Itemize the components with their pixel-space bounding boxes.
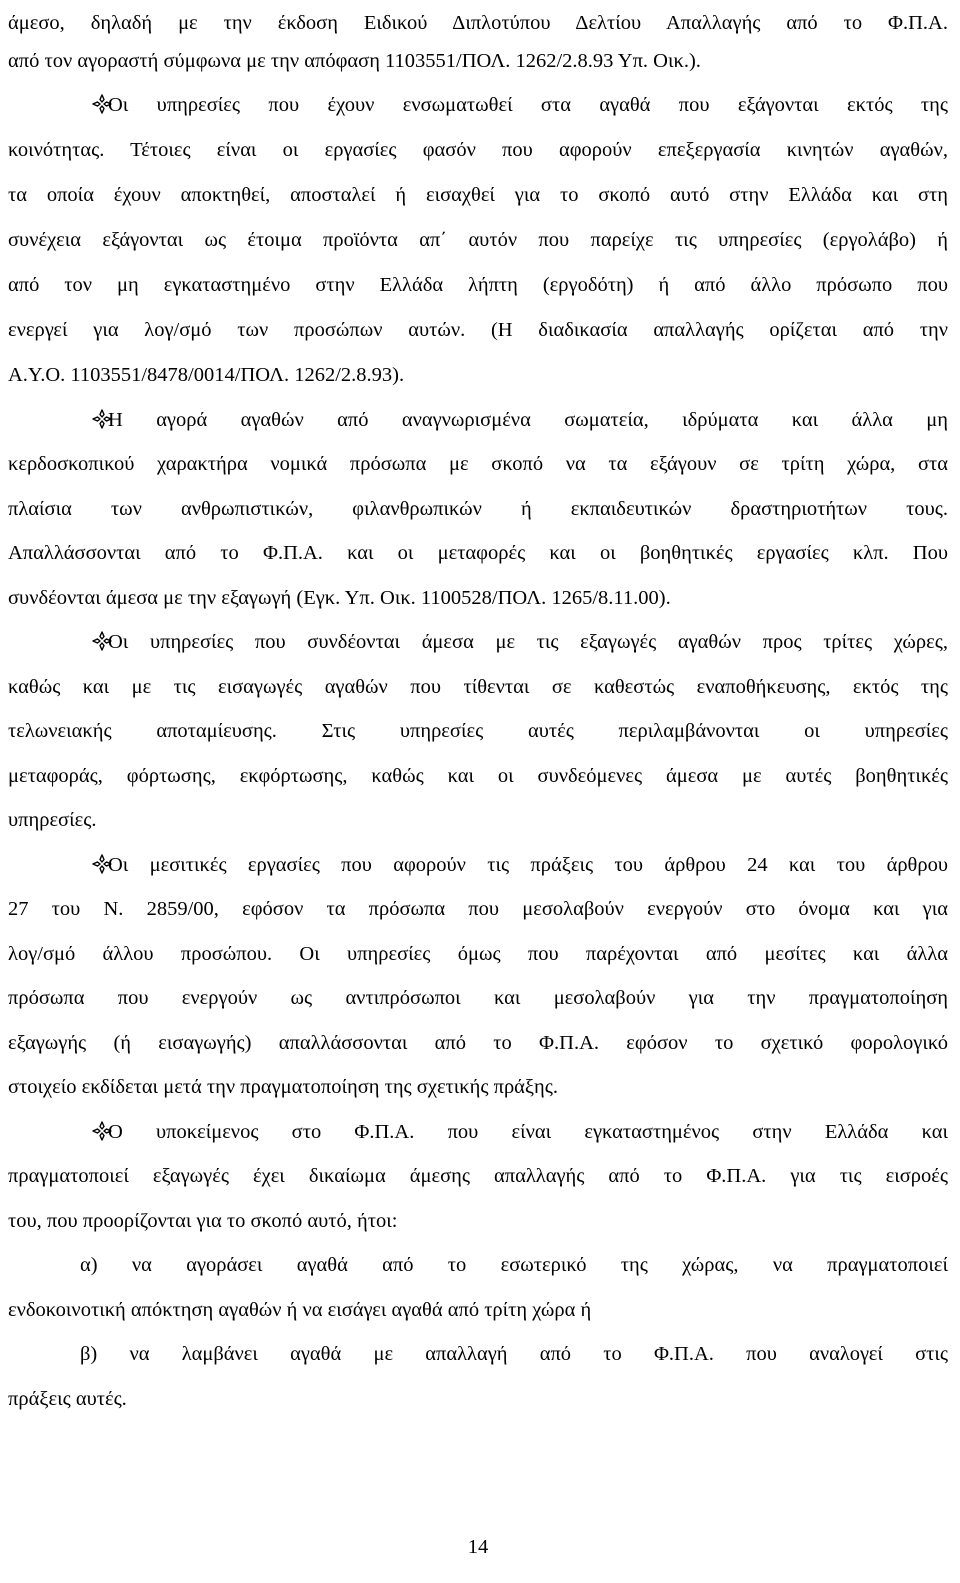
bullet-item bbox=[8, 405, 948, 435]
text-line: στοιχείο εκδίδεται μετά την πραγματοποίηση της σχετικής πράξης. bbox=[8, 1076, 559, 1098]
text-line: 27 του Ν. 2859/00, εφόσον τα πρόσωπα που μεσολαβούν ενεργούν στο όνομα και για bbox=[8, 898, 948, 920]
text-line: τα οποία έχουν αποκτηθεί, αποσταλεί ή εισαχθεί για το σκοπό αυτό στην Ελλάδα και στη bbox=[8, 184, 948, 206]
bullet-item bbox=[8, 627, 948, 657]
text-line: από τον αγοραστή σύμφωνα με την απόφαση 1103551/ΠΟΛ. 1262/2.8.93 Υπ. Οικ.). bbox=[8, 50, 701, 72]
text-line: συνέχεια εξάγονται ως έτοιμα προϊόντα απ΄ αυτόν που παρείχε τις υπηρεσίες (εργολάβο) ή bbox=[8, 229, 948, 251]
text-line: πραγματοποιεί εξαγωγές έχει δικαίωμα άμεσης απαλλαγής από το Φ.Π.Α. για τις εισροές bbox=[8, 1165, 948, 1187]
text-line: συνδέονται άμεσα με την εξαγωγή (Εγκ. Υπ. Οικ. 1100528/ΠΟΛ. 1265/8.11.00). bbox=[8, 587, 671, 609]
text-line: ενεργεί για λογ/σμό των προσώπων αυτών. (Η διαδικασία απαλλαγής ορίζεται από την bbox=[8, 319, 948, 341]
text-line: τελωνειακής αποταμίευσης. Στις υπηρεσίες αυτές περιλαμβάνονται οι υπηρεσίες bbox=[8, 720, 948, 742]
text-line: Ο υποκείμενος στο Φ.Π.Α. που είναι εγκαταστημένος στην Ελλάδα και bbox=[108, 1121, 948, 1143]
text-line: Η αγορά αγαθών από αναγνωρισμένα σωματεία, ιδρύματα και άλλα μη bbox=[108, 409, 948, 431]
text-line: εξαγωγής (ή εισαγωγής) απαλλάσσονται από το Φ.Π.Α. εφόσον το σχετικό φορολογικό bbox=[8, 1032, 948, 1054]
text-line: από τον μη εγκαταστημένο στην Ελλάδα λήπτη (εργοδότη) ή από άλλο πρόσωπο που bbox=[8, 274, 948, 296]
bullet-item bbox=[8, 850, 948, 880]
text-line: πράξεις αυτές. bbox=[8, 1388, 127, 1410]
text-line: λογ/σμό άλλου προσώπου. Οι υπηρεσίες όμως που παρέχονται από μεσίτες και άλλα bbox=[8, 943, 948, 965]
bullet-item bbox=[8, 90, 948, 120]
text-line: Οι υπηρεσίες που έχουν ενσωματωθεί στα αγαθά που εξάγονται εκτός της bbox=[108, 94, 948, 116]
text-line: άμεσο, δηλαδή με την έκδοση Ειδικού Διπλοτύπου Δελτίου Απαλλαγής από το Φ.Π.Α. bbox=[8, 12, 948, 34]
text-line: β) να λαμβάνει αγαθά με απαλλαγή από το Φ.Π.Α. που αναλογεί στις bbox=[80, 1343, 948, 1365]
text-line: Α.Υ.Ο. 1103551/8478/0014/ΠΟΛ. 1262/2.8.93). bbox=[8, 364, 405, 386]
text-line: Οι μεσιτικές εργασίες που αφορούν τις πράξεις του άρθρου 24 και του άρθρου bbox=[108, 854, 948, 876]
text-line: α) να αγοράσει αγαθά από το εσωτερικό της χώρας, να πραγματοποιεί bbox=[80, 1254, 948, 1276]
text-line: κερδοσκοπικού χαρακτήρα νομικά πρόσωπα με σκοπό να τα εξάγουν σε τρίτη χώρα, στα bbox=[8, 453, 948, 475]
bullet-item bbox=[8, 1117, 948, 1147]
text-line: καθώς και με τις εισαγωγές αγαθών που τίθενται σε καθεστώς εναποθήκευσης, εκτός της bbox=[8, 676, 948, 698]
text-line: ενδοκοινοτική απόκτηση αγαθών ή να εισάγει αγαθά από τρίτη χώρα ή bbox=[8, 1299, 592, 1321]
text-line: κοινότητας. Τέτοιες είναι οι εργασίες φασόν που αφορούν επεξεργασία κινητών αγαθών, bbox=[8, 139, 948, 161]
text-line: πλαίσια των ανθρωπιστικών, φιλανθρωπικών ή εκπαιδευτικών δραστηριοτήτων τους. bbox=[8, 498, 948, 520]
text-line: του, που προορίζονται για το σκοπό αυτό, ήτοι: bbox=[8, 1210, 398, 1232]
text-line: πρόσωπα που ενεργούν ως αντιπρόσωποι και μεσολαβούν για την πραγματοποίηση bbox=[8, 987, 948, 1009]
text-line: Οι υπηρεσίες που συνδέονται άμεσα με τις εξαγωγές αγαθών προς τρίτες χώρες, bbox=[108, 631, 948, 653]
text-line: υπηρεσίες. bbox=[8, 809, 97, 831]
text-line: Απαλλάσσονται από το Φ.Π.Α. και οι μεταφορές και οι βοηθητικές εργασίες κλπ. Που bbox=[8, 542, 948, 564]
page-number: 14 bbox=[467, 1536, 489, 1558]
text-line: μεταφοράς, φόρτωσης, εκφόρτωσης, καθώς και οι συνδεόμενες άμεσα με αυτές βοηθητικές bbox=[8, 765, 948, 787]
